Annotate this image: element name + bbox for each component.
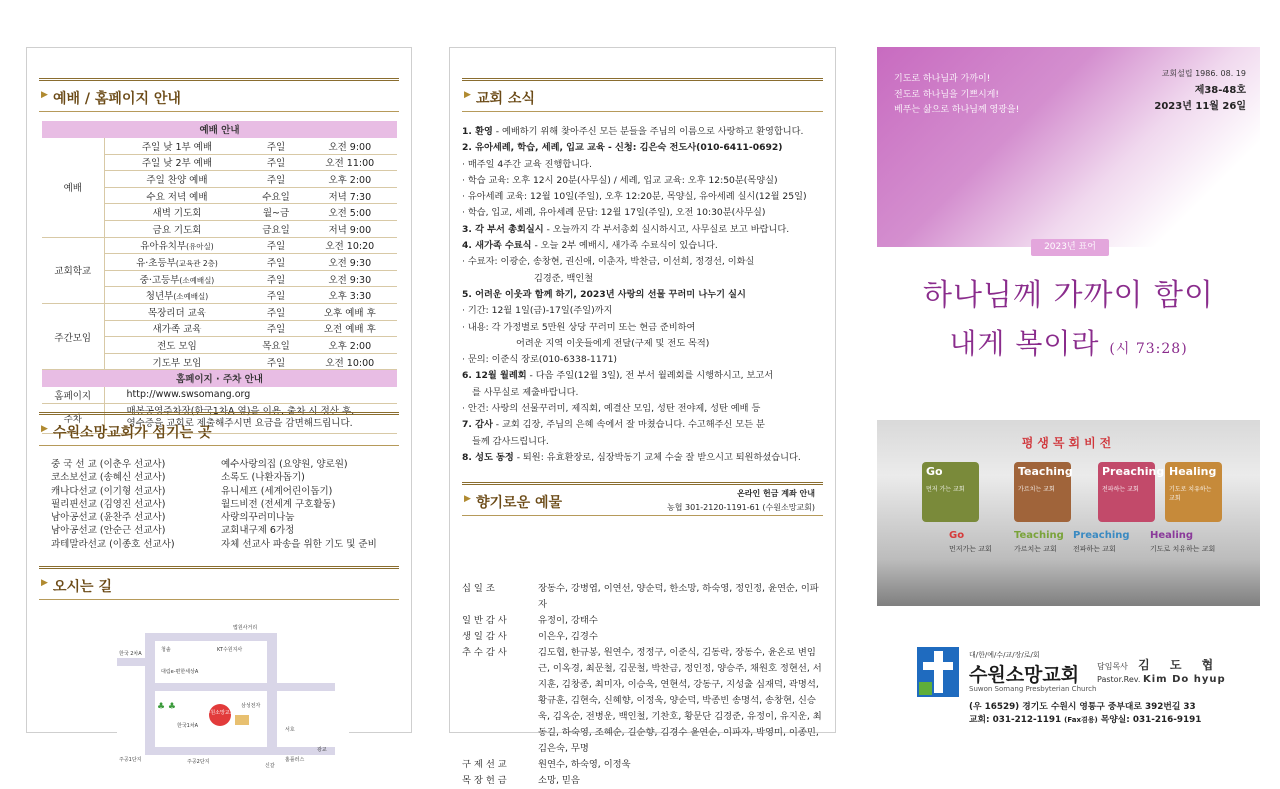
issue-number: 제38-48호 [1194,85,1246,96]
category-cell: 교회학교 [42,237,104,303]
news-item: 김경준, 백인철 [534,272,594,284]
fax-note: (Fax겸용) [1064,716,1098,724]
list-item [462,629,824,645]
service-name: 목장리더 교육 [104,304,249,321]
bullet-arrow-icon: ▶ [41,90,48,100]
service-time: 오전 9:00 [303,138,397,155]
service-name: 전도 모임 [104,337,249,354]
service-name: 금요 기도회 [104,221,249,238]
offering-names: 원연수, 하숙영, 이정욱 [538,759,631,770]
offering-names: 유정이, 강태수 [538,615,598,626]
map-label: 청솔 [161,647,171,653]
service-day: 주일 [249,138,302,155]
cross-logo-icon [917,647,959,697]
service-name: 기도부 모임 [104,353,249,370]
bullet-arrow-icon: ▶ [41,578,48,588]
vision-tile [1098,462,1165,522]
middle-page [449,47,836,786]
service-day: 주일 [249,353,302,370]
section-title: 향기로운 예물 [476,495,563,511]
mission-local: 자체 선교사 파송을 위한 기도 및 준비 [221,538,377,550]
map-label: KT수원지사 [217,647,243,653]
news-section-header [462,78,823,112]
offering-names: 김도협, 한규봉, 원연수, 정정구, 이준식, 김동락, 장동수, 윤온로 변임근, 이옥경, 최문철, 김문철, 박찬금, 정인정, 양승주, 채원호 정현선, 서지훈, 김창종, 최미자, 이승욱, 연현석, 강동구, 지성출 심재덕, 곽명석, 황규훈, 김현숙, 신혜향, 이정욱, 양순덕, 박종빈 송명석, 송창현, 신승욱, 김옥순, 전병운, 백인철, 기찬호, 황문단 김경준, 유정이, 유지운, 최동길, 하숙영, 조혜순, 길순향, 김경수 윤연순, 이파자, 박영미, 이종민, 김은숙, 무명 [538,647,822,754]
vision-subcaption: 가르치는 교회 [1014,545,1057,553]
service-time: 오전 10:20 [303,237,397,254]
account-title: 온라인 헌금 계좌 안내 [737,489,815,498]
mission-overseas: 코소보선교 (송혜신 선교사) [51,472,166,484]
news-item: 2. 유아세례, 학습, 세례, 입교 교육 - 신청: 김은숙 전도사(010-6411-0692) [462,142,783,154]
tile-subtitle: 가르치는 교회 [1018,486,1055,493]
offering-type: 추 수 감 사 [462,647,507,658]
mission-local: 월드비전 (전세계 구호활동) [221,498,336,510]
pastor-info [1097,659,1226,686]
list-item [51,498,401,511]
vision-subcaption: 먼저가는 교회 [949,545,992,553]
table-header: 예배 안내 [42,121,397,138]
table-row [42,370,397,387]
news-item: · 안건: 사랑의 선물꾸러미, 제직회, 예결산 모임, 성탄 전야제, 성탄 예배 등 [462,403,761,415]
table-header: 홈페이지 · 주차 안내 [42,370,397,387]
tile-title: Go [926,465,943,478]
vision-tile [1014,462,1071,522]
motto-line: 베푸는 삶으로 하나님께 영광을! [894,105,1020,115]
cover-page [877,47,1260,733]
vision-caption: Preaching [1073,530,1130,541]
service-day: 주일 [249,287,302,304]
tile-title: Teaching [1018,465,1073,478]
news-item: 들께 감사드립니다. [472,435,549,447]
offering-names: 이은우, 김경수 [538,631,598,642]
table-row [42,237,397,254]
service-time: 저녁 9:00 [303,221,397,238]
offering-names: 소망, 믿음 [538,775,580,786]
service-name: 주일 찬양 예배 [104,171,249,188]
map-label: 한국1차A [177,723,199,729]
service-time: 오전 5:00 [303,204,397,221]
bullet-arrow-icon: ▶ [41,424,48,434]
news-item: · 학습, 입교, 세례, 유아세례 문답: 12월 17일(주일), 오전 10:30분(사무실) [462,207,766,219]
map-label-church: 수원소망교회 [205,710,235,716]
news-item: 4. 새가족 수료식 - 오늘 2부 예배시, 새가족 수료식이 있습니다. [462,240,718,252]
service-name: 주일 낮 1부 예배 [104,138,249,155]
church-motto [894,72,1019,119]
tile-title: Healing [1169,465,1217,478]
list-item [51,524,401,537]
service-time: 오전 10:00 [303,353,397,370]
worship-section-header [39,78,399,112]
issue-info [1154,83,1246,115]
mission-list [51,458,401,551]
service-time: 저녁 7:30 [303,187,397,204]
service-day: 월~금 [249,204,302,221]
denomination: 대/한/예/수/교/장/로/회 [969,651,1040,659]
service-name: 중·고등부(소예배실) [104,270,249,287]
news-item: 7. 감사 - 교회 김장, 주님의 은혜 속에서 잘 마쳤습니다. 수고해주신 모든 분 [462,419,765,431]
map-label: 삼성전자 [241,703,261,709]
pastor-name-en: Kim Do hyup [1143,674,1226,685]
table-row [42,304,397,321]
bullet-arrow-icon: ▶ [464,90,471,100]
tile-subtitle: 먼저 가는 교회 [926,486,965,493]
church-name: 수원소망교회 [969,664,1080,686]
vision-caption: Teaching [1014,530,1064,541]
mission-local: 교회내구제 6가정 [221,525,295,537]
parking-info: 매봉공영주차장(한국1차A 옆)을 이용, 출차 시 정산 후, 영수증을 교회로 제출해주시면 요금을 감면해드립니다. [104,403,397,433]
mission-overseas: 남아공선교 (안순근 선교사) [51,525,166,537]
list-item [51,471,401,484]
list-item [51,538,401,551]
news-item: 를 사무실로 제출바랍니다. [472,386,579,398]
address: (우 16529) 경기도 수원시 영통구 중부대로 392번길 33 [969,702,1196,712]
mission-overseas: 캐나다선교 (이기형 선교사) [51,485,166,497]
map-label: 대림e-편한세상A [161,669,199,675]
offering-type: 목 장 헌 금 [462,775,507,786]
motto-line: 전도로 하나님을 기쁘시게! [894,89,999,100]
news-item: · 기간: 12월 1일(금)-17일(주일)까지 [462,305,613,317]
list-item [51,511,401,524]
mission-overseas: 남아공선교 (윤찬주 선교사) [51,512,166,524]
tile-subtitle: 전파하는 교회 [1102,486,1139,493]
verse-reference: (시 73:28) [1109,341,1188,357]
news-item: 어려운 지역 이웃들에게 전달(구제 및 전도 목적) [516,337,710,349]
service-name: 주일 낮 2부 예배 [104,154,249,171]
vision-tile [1165,462,1222,522]
service-day: 금요일 [249,221,302,238]
offering-names: 장동수, 강병엽, 이연선, 양순덕, 한소망, 하숙영, 정인정, 윤연순, 이파자 [538,583,819,610]
section-title: 예배 / 홈페이지 안내 [53,91,181,107]
news-item: · 문의: 이준식 장로(010-6338-1171) [462,354,618,366]
tree-icon: ♣ ♣ [157,702,176,712]
vision-tile [922,462,979,522]
verse-text: 내게 복이라 [949,327,1100,360]
service-time: 오전 9:30 [303,254,397,271]
news-item: · 학습 교육: 오후 12시 20분(사무실) / 세례, 입교 교육: 오후 12:50분(목양실) [462,174,778,186]
table-row [42,138,397,155]
mission-local: 사랑의꾸러미나눔 [221,512,295,524]
offering-type: 십 일 조 [462,583,495,594]
list-item [462,773,824,789]
online-offering-account [667,487,815,515]
map-label: 광교 [317,747,327,753]
left-page [26,47,412,768]
service-time: 오전 예배 후 [303,320,397,337]
map-label: 신갈 [265,763,275,768]
mission-overseas: 과테말라선교 (이종호 선교사) [51,538,175,550]
list-item [51,485,401,498]
map-label: 서호 [285,727,295,733]
vision-photo [877,420,1260,606]
news-item: 5. 어려운 이웃과 함께 하기, 2023년 사랑의 선물 꾸러미 나누기 실시 [462,288,746,300]
mission-overseas: 필리핀선교 (김영진 선교사) [51,498,166,510]
service-day: 주일 [249,270,302,287]
service-day: 주일 [249,171,302,188]
category-cell: 주간모임 [42,304,104,370]
year-motto-badge: 2023년 표어 [1031,239,1109,256]
list-item [462,645,824,757]
account-number: 농협 301-2120-1191-61 (수원소망교회) [667,503,815,512]
verse-line-2 [877,322,1260,362]
service-name: 유아유치부(유아실) [104,237,249,254]
mission-local: 소록도 (나환자돕기) [221,472,305,484]
mission-overseas: 중 국 선 교 (이춘우 선교사) [51,459,166,470]
verse-line-1: 하나님께 가까이 함이 [923,278,1214,313]
news-item: 3. 각 부서 총회실시 - 오늘까지 각 부서총회 실시하시고, 사무실로 보고 바랍니다. [462,223,790,235]
vision-caption: Healing [1150,530,1194,541]
offering-type: 구 제 선 교 [462,759,507,770]
pastor-office-phone: 목양실: 031-216-9191 [1100,715,1202,725]
service-name: 새벽 기도회 [104,204,249,221]
directions-section-header [39,566,399,600]
established-date: 교회설립 1986. 08. 19 [1161,69,1246,78]
news-item: · 매주일 4주간 교육 진행합니다. [462,158,592,170]
tile-subtitle: 기도로 치유하는 교회 [1169,486,1212,502]
map-label: 법원사거리 [233,625,258,631]
offering-list [462,581,824,789]
list-item [462,757,824,773]
news-item: · 수료자: 이광순, 송창현, 권신애, 이춘자, 박찬금, 이선희, 정경선, 이화실 [462,256,755,268]
service-time: 오후 2:00 [303,171,397,188]
church-name-en: Suwon Somang Presbyterian Church [969,685,1097,693]
vision-subcaption: 기도로 치유하는 교회 [1150,545,1216,553]
map-label: 주공2단지 [187,759,210,765]
parking-label: 주차 [42,403,104,433]
pastor-label: 담임목사 [1097,662,1128,671]
list-item [51,458,401,471]
map-label: 홈플러스 [285,757,305,763]
pastor-label-en: Pastor.Rev. [1097,675,1141,684]
service-day: 주일 [249,254,302,271]
news-item: 6. 12월 월례회 - 다음 주일(12월 3일), 전 부서 월례회를 시행하시고, 보고서 [462,370,774,382]
map-label: 주공1단지 [119,757,142,763]
homepage-label: 홈페이지 [42,387,104,404]
pastor-name: 김 도 협 [1138,658,1222,672]
service-day: 주일 [249,320,302,337]
mission-local: 유니세프 (세계어린이돕기) [221,485,333,497]
bullet-arrow-icon: ▶ [464,494,471,504]
list-item [462,581,824,613]
phone: 교회: 031-212-1191 [969,715,1062,725]
offering-type: 일 반 감 사 [462,615,507,626]
service-name: 새가족 교육 [104,320,249,337]
news-item: · 유아세례 교육: 12월 10일(주일), 오후 12:20분, 목양실, 유아세례 실시(12월 25일) [462,191,807,203]
vision-subcaption: 전파하는 교회 [1073,545,1116,553]
news-item: 1. 환영 - 예배하기 위해 찾아주신 모든 분들을 주님의 이름으로 사랑하고 환영합니다. [462,126,804,137]
service-time: 오후 2:00 [303,337,397,354]
service-day: 수요일 [249,187,302,204]
service-name: 청년부(소예배실) [104,287,249,304]
news-item: · 내용: 각 가정별로 5만원 상당 꾸러미 또는 현금 준비하여 [462,321,696,333]
category-cell: 예배 [42,138,104,238]
service-time: 오전 11:00 [303,154,397,171]
map-label: 한국 2차A [119,651,142,657]
service-day: 목요일 [249,337,302,354]
service-name: 수요 저녁 예배 [104,187,249,204]
service-day: 주일 [249,304,302,321]
vision-title: 평생목회비전 [1021,436,1116,450]
news-item: 8. 성도 동정 - 퇴원: 유효환장로, 심장박동기 교체 수술 잘 받으시고 퇴원하셨습니다. [462,451,801,463]
service-name: 유·초등부(교육관 2층) [104,254,249,271]
issue-date: 2023년 11월 26일 [1154,101,1246,112]
service-time: 오후 3:30 [303,287,397,304]
service-day: 주일 [249,237,302,254]
table-row [42,387,397,404]
service-day: 주일 [249,154,302,171]
worship-schedule-table [42,121,397,434]
service-time: 오전 9:30 [303,270,397,287]
church-news-list [462,124,825,466]
mission-section-header [39,412,399,446]
vision-caption: Go [949,530,965,541]
list-item [462,613,824,629]
motto-line: 기도로 하나님과 가까이! [894,74,991,84]
homepage-link[interactable]: http://www.swsomang.org [104,387,397,404]
directions-map [117,623,349,768]
mission-local: 예수사랑의집 (요양원, 양로원) [221,459,348,470]
section-title: 수원소망교회가 섬기는 곳 [53,425,212,441]
service-time: 오후 예배 후 [303,304,397,321]
offering-type: 생 일 감 사 [462,631,507,642]
tile-title: Preaching [1102,465,1165,478]
church-address [969,701,1201,727]
section-title: 오시는 길 [53,579,112,595]
section-title: 교회 소식 [476,91,535,107]
